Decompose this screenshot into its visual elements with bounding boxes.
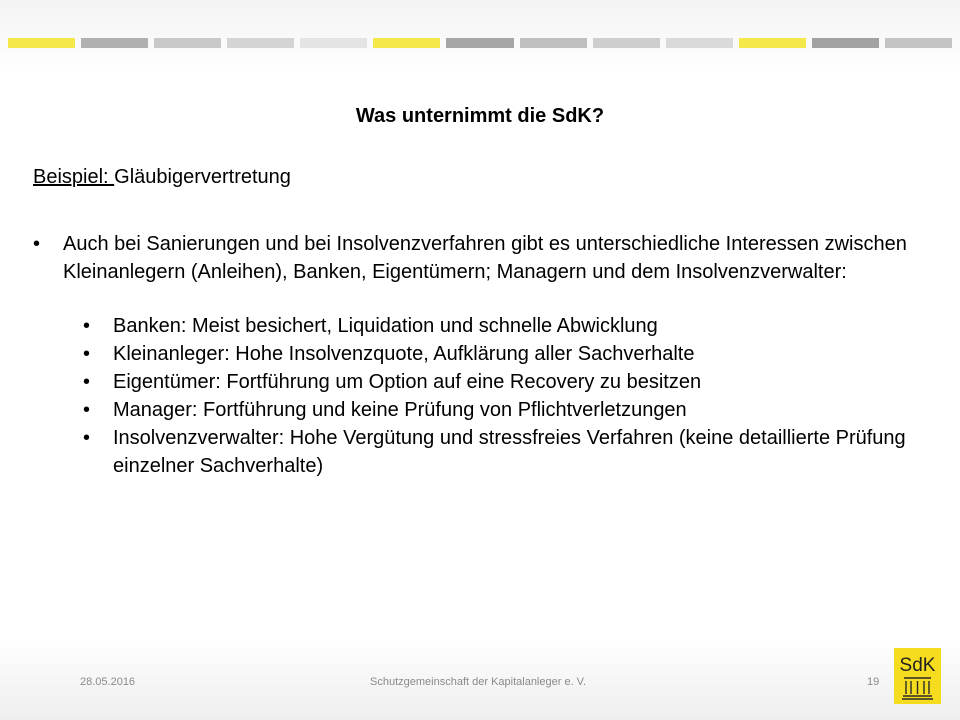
- bullet-icon: •: [83, 315, 91, 337]
- strip-segment: [666, 38, 733, 48]
- sub-bullet-item: [83, 396, 960, 424]
- main-bullet-list: [33, 230, 948, 480]
- footer-date: 28.05.2016: [80, 676, 136, 688]
- subtitle-text: Gläubigervertretung: [114, 166, 291, 188]
- bullet-icon: •: [83, 371, 91, 393]
- slide-title: Was unternimmt die SdK?: [355, 105, 605, 127]
- bullet-icon: •: [83, 399, 91, 421]
- footer-organization: Schutzgemeinschaft der Kapitalanleger e. V.: [370, 676, 587, 688]
- strip-segment: [8, 38, 75, 48]
- logo-columns-icon: [902, 678, 933, 699]
- footer-page-number: 19: [867, 676, 880, 688]
- sub-bullet-item: [83, 424, 960, 480]
- strip-segment: [812, 38, 879, 48]
- sdk-logo: [894, 648, 941, 704]
- strip-segment: [227, 38, 294, 48]
- header-color-strip: [8, 38, 952, 48]
- bullet-icon: •: [33, 233, 41, 255]
- strip-segment: [593, 38, 660, 48]
- strip-segment: [739, 38, 806, 48]
- slide-subtitle: [33, 165, 291, 189]
- subtitle-prefix: Beispiel:: [33, 166, 115, 188]
- strip-segment: [885, 38, 952, 48]
- sub-bullet-item: [83, 368, 960, 396]
- sub-bullet-text: Kleinanleger: Hohe Insolvenzquote, Aufklärung aller Sachverhalte: [113, 343, 695, 365]
- strip-segment: [81, 38, 148, 48]
- logo-text: SdK: [899, 655, 936, 676]
- sub-bullet-text: Banken: Meist besichert, Liquidation und schnelle Abwicklung: [113, 315, 658, 337]
- header-band: [0, 0, 960, 75]
- main-bullet-text: Auch bei Sanierungen und bei Insolvenzverfahren gibt es unterschiedliche Interessen zwischen Kleinanlegern (Anleihen), Banken, Eigentümern; Managern und dem Insolvenzverwalter:: [63, 233, 907, 283]
- sub-bullet-item: [83, 340, 960, 368]
- strip-segment: [446, 38, 513, 48]
- bullet-icon: •: [83, 427, 91, 449]
- bullet-icon: •: [83, 343, 91, 365]
- sub-bullet-text: Insolvenzverwalter: Hohe Vergütung und stressfreies Verfahren (keine detaillierte Prüfung einzelner Sachverhalte): [113, 427, 906, 477]
- sub-bullet-text: Manager: Fortführung und keine Prüfung von Pflichtverletzungen: [113, 399, 687, 421]
- strip-segment: [300, 38, 367, 48]
- main-bullet-item: [33, 230, 948, 480]
- sub-bullet-list: [83, 312, 960, 480]
- sub-bullet-text: Eigentümer: Fortführung um Option auf eine Recovery zu besitzen: [113, 371, 702, 393]
- sub-bullet-item: [83, 312, 960, 340]
- strip-segment: [373, 38, 440, 48]
- strip-segment: [520, 38, 587, 48]
- strip-segment: [154, 38, 221, 48]
